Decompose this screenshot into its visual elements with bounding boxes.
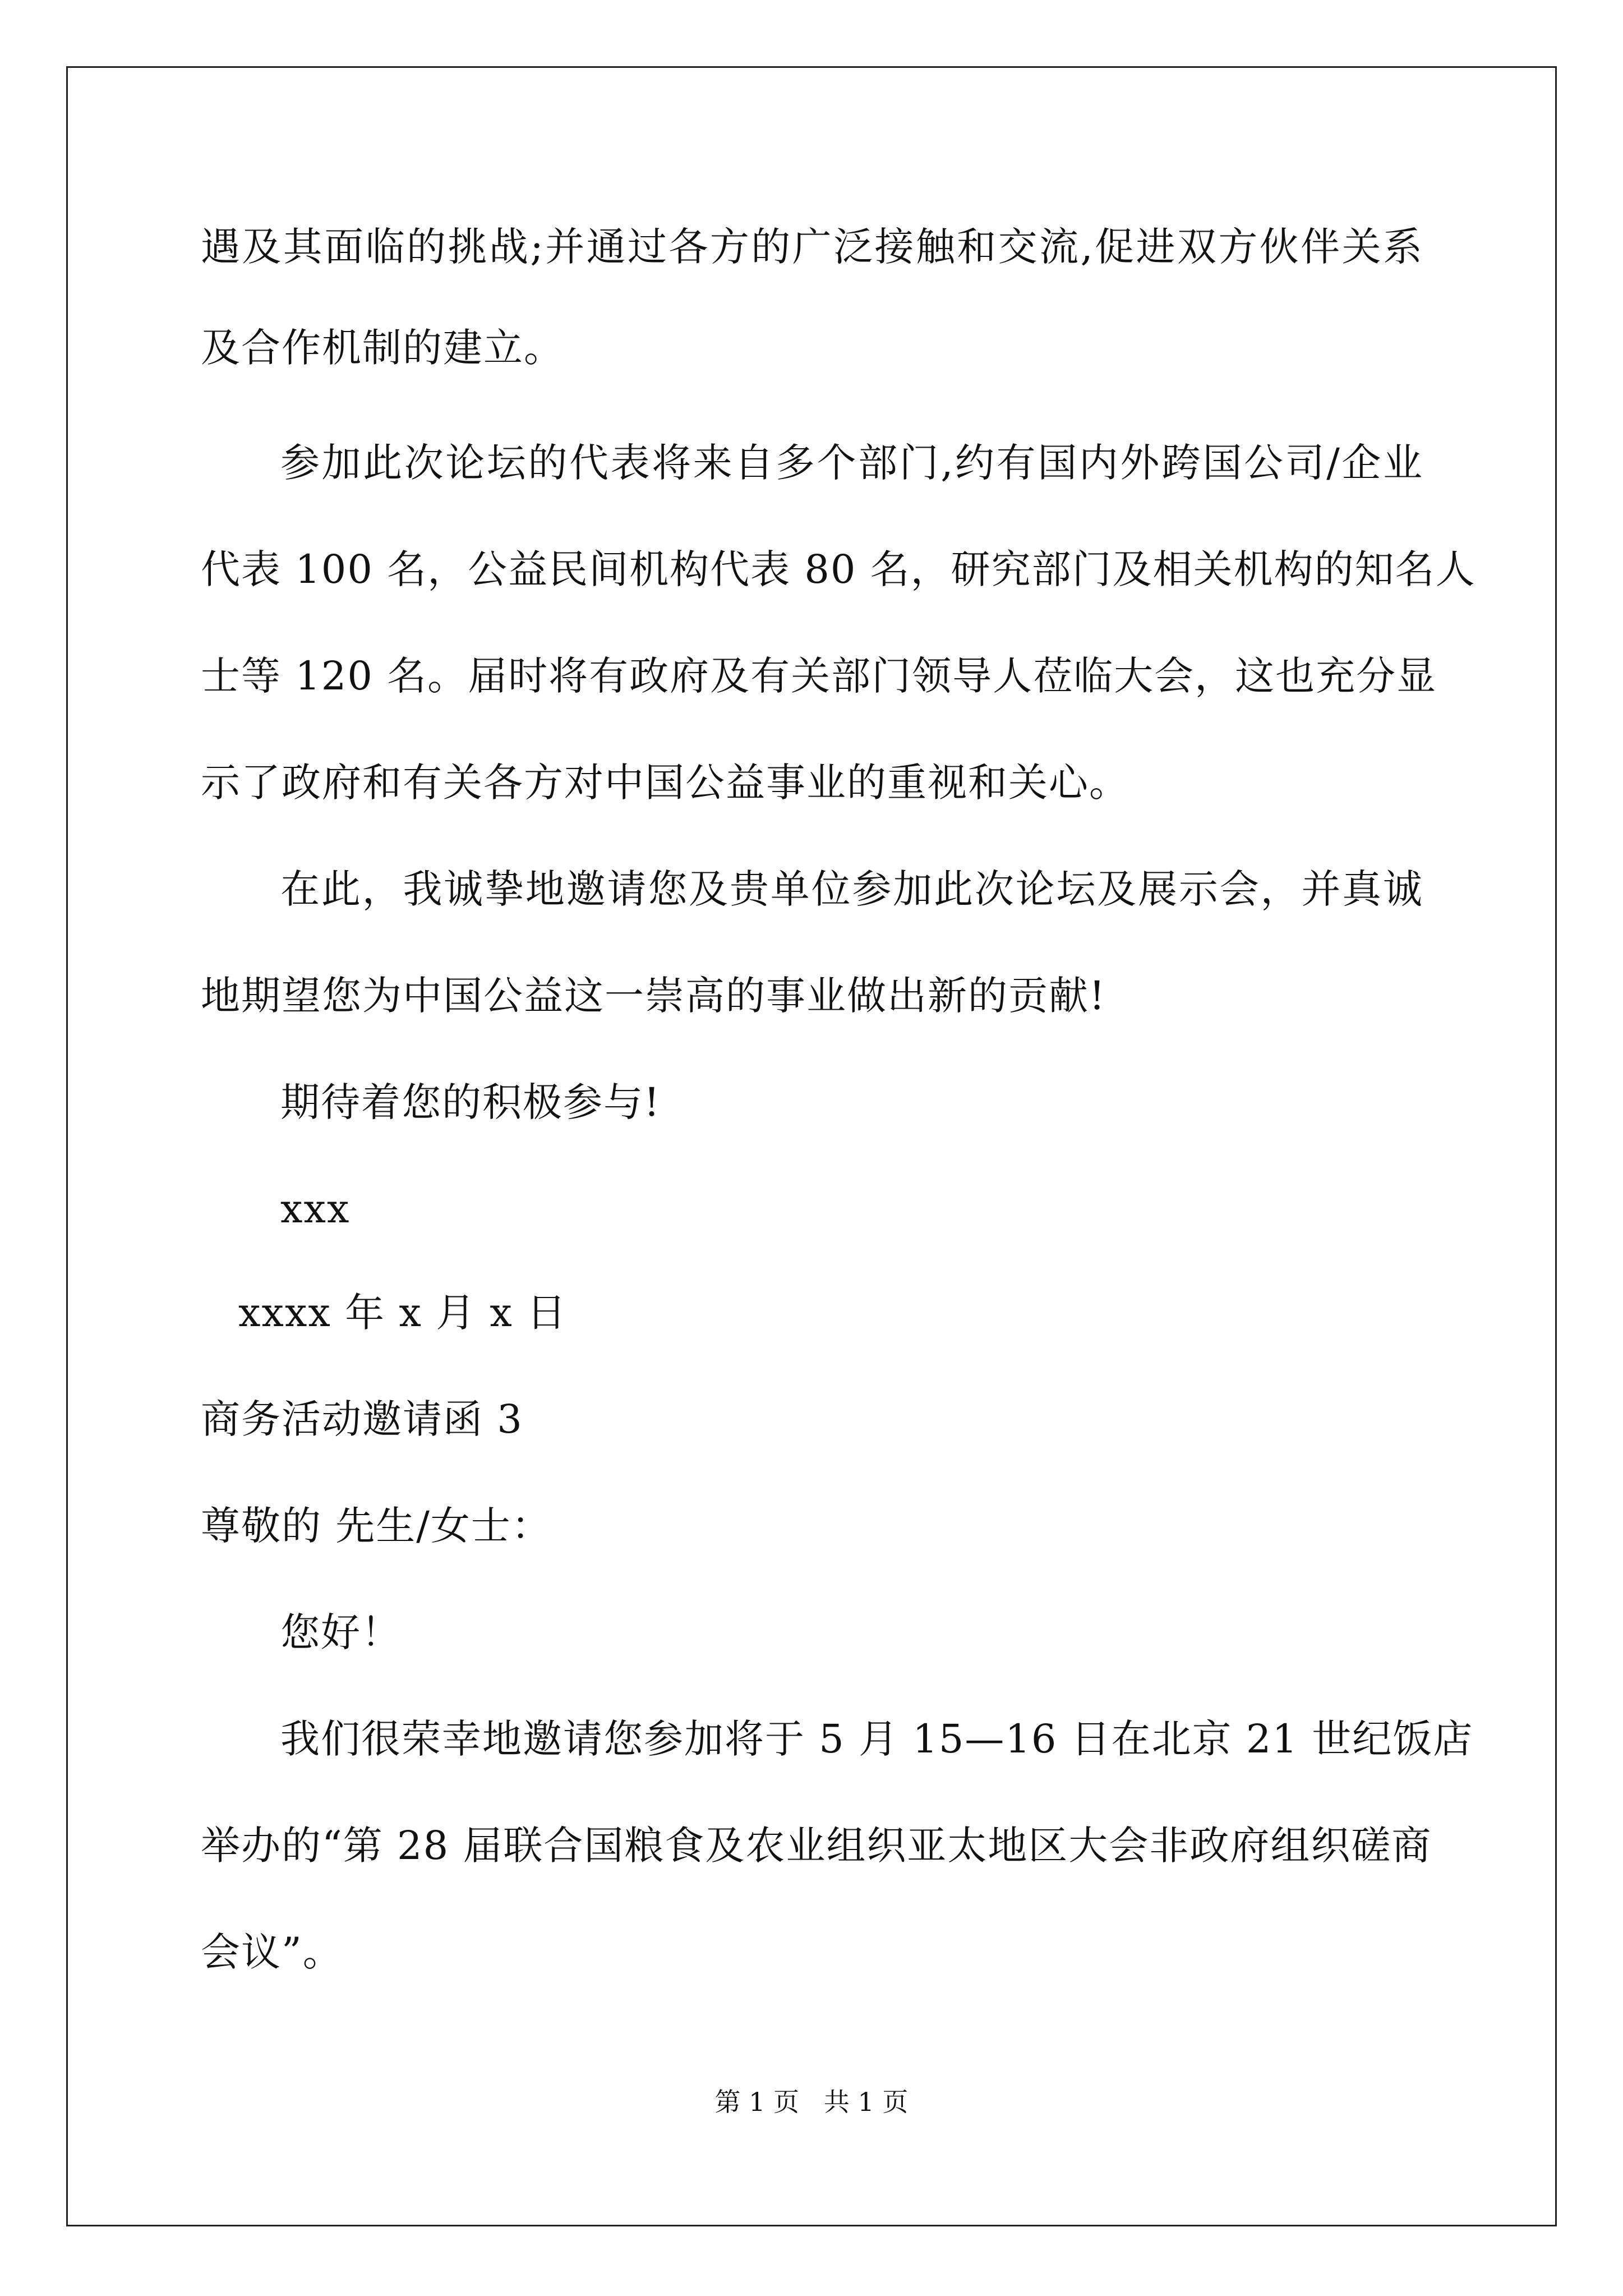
section-title: 商务活动邀请函 3 bbox=[201, 1396, 523, 1442]
page-footer: 第 1 页 共 1 页 bbox=[714, 2087, 909, 2117]
salutation: 尊敬的 先生/女士： bbox=[201, 1503, 552, 1549]
closing-line: 期待着您的积极参与! bbox=[280, 1079, 661, 1125]
paragraph-line: 举办的“第 28 届联合国粮食及农业组织亚太地区大会非政府组织磋商 bbox=[201, 1823, 1432, 1869]
greeting: 您好！ bbox=[280, 1609, 402, 1655]
paragraph-line: 我们很荣幸地邀请您参加将于 5 月 15—16 日在北京 21 世纪饭店 bbox=[280, 1716, 1474, 1762]
paragraph-line: 会议”。 bbox=[201, 1929, 343, 1975]
paragraph-line: 士等 120 名。届时将有政府及有关部门领导人莅临大会，这也充分显 bbox=[201, 653, 1437, 699]
signature-date: xxxx 年 x 月 x 日 bbox=[238, 1290, 568, 1336]
signature-name: xxx bbox=[280, 1186, 351, 1232]
paragraph-line: 代表 100 名，公益民间机构代表 80 名，研究部门及相关机构的知名人 bbox=[201, 546, 1476, 592]
paragraph-line: 在此，我诚挚地邀请您及贵单位参加此次论坛及展示会，并真诚 bbox=[280, 866, 1423, 912]
paragraph-line: 及合作机制的建立。 bbox=[201, 325, 564, 371]
page-border bbox=[66, 66, 1557, 2226]
paragraph-line: 地期望您为中国公益这一崇高的事业做出新的贡献! bbox=[201, 973, 1106, 1019]
paragraph-line: 遇及其面临的挑战;并通过各方的广泛接触和交流,促进双方伙伴关系 bbox=[201, 224, 1423, 270]
paragraph-line: 示了政府和有关各方对中国公益事业的重视和关心。 bbox=[201, 760, 1129, 806]
paragraph-line: 参加此次论坛的代表将来自多个部门,约有国内外跨国公司/企业 bbox=[280, 440, 1423, 486]
